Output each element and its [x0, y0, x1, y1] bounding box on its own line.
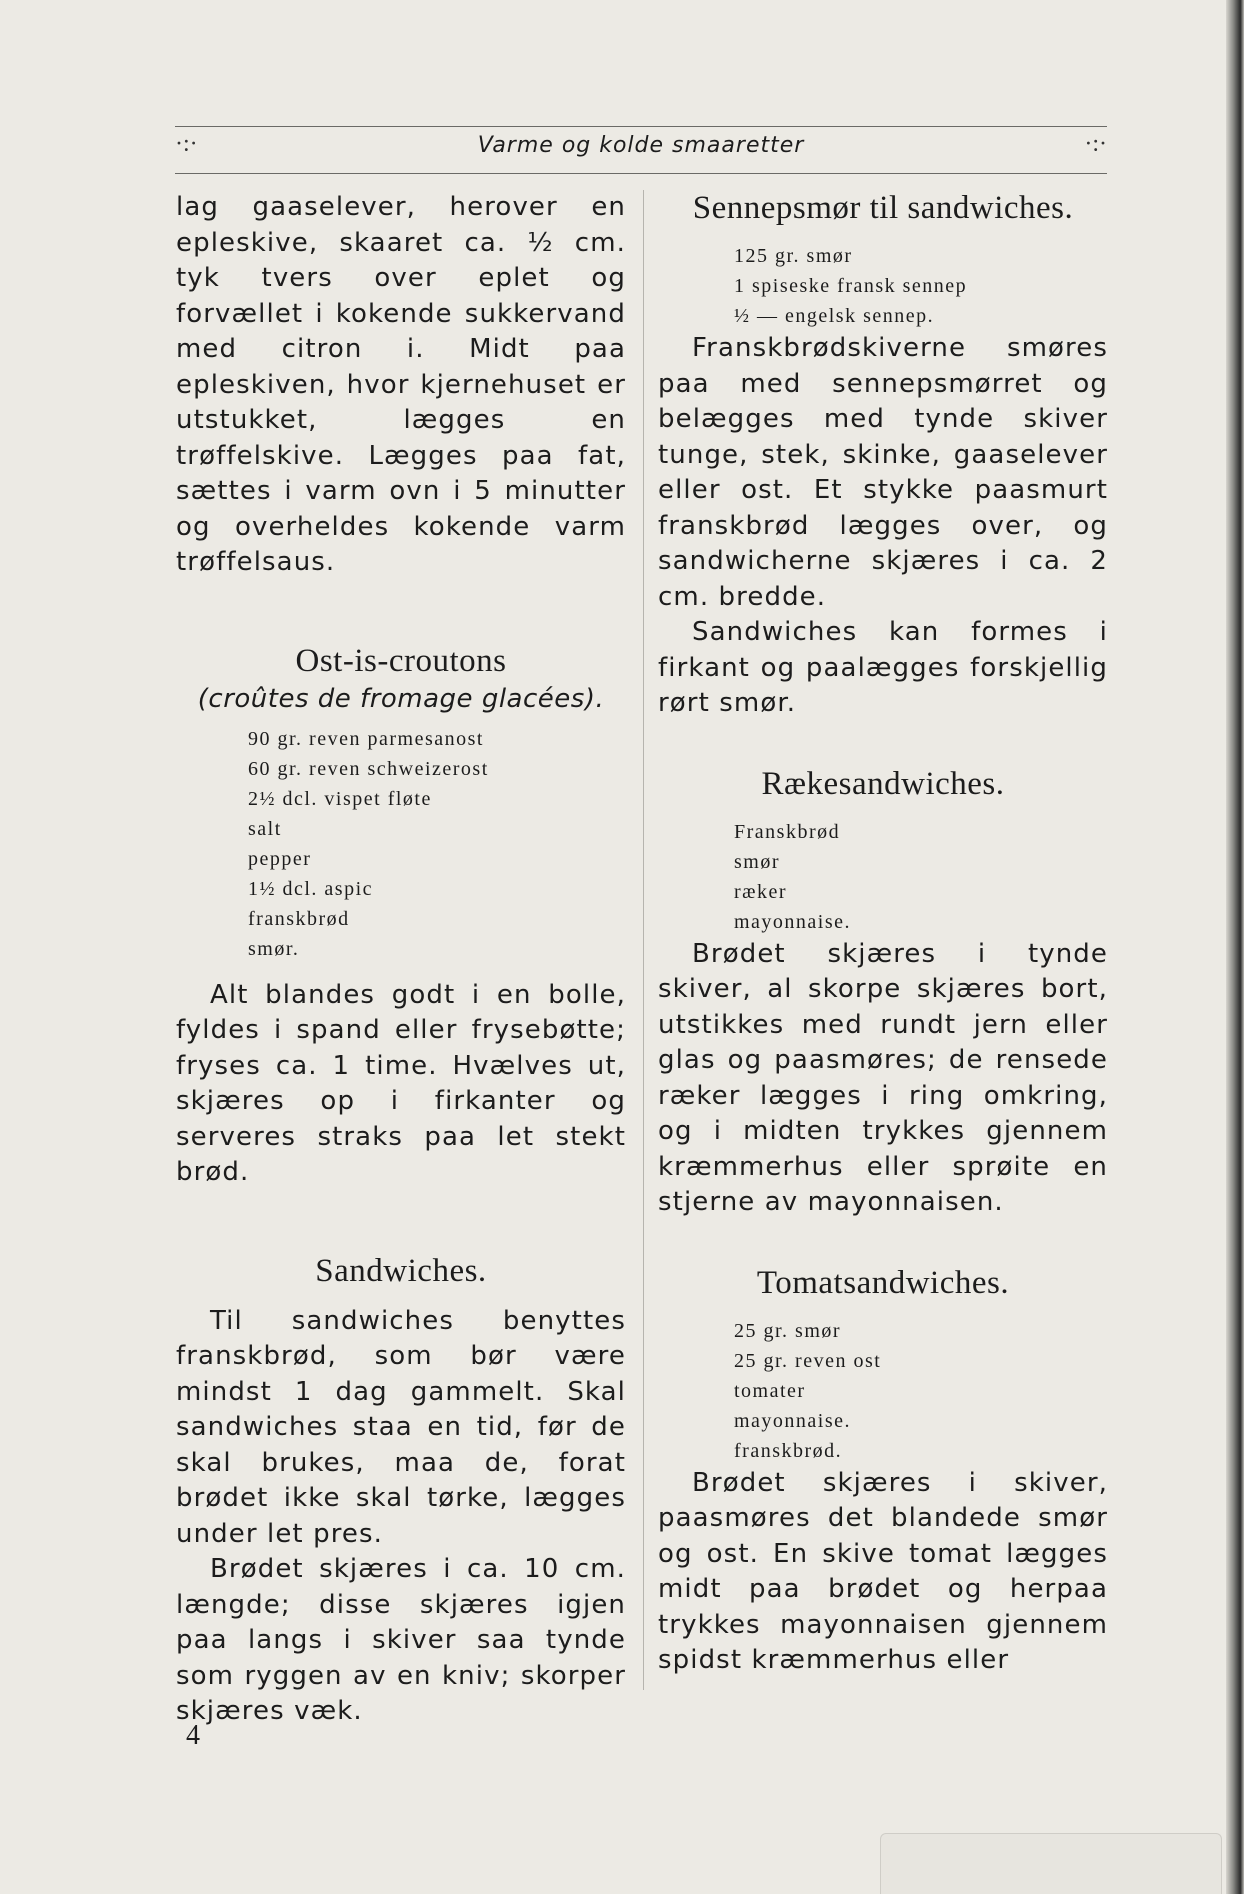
ingredient-item: 25 gr. reven ost — [734, 1349, 882, 1372]
ornament-right: ·:· — [1084, 131, 1107, 157]
recipe-title-ost-is-croutons: Ost-is-croutons — [295, 642, 507, 679]
ingredient-item: mayonnaise. — [734, 910, 852, 933]
ingredient-item: Franskbrød — [734, 820, 841, 843]
intro-paragraph: lag gaaselever, herover en epleskive, skaaret ca. ½ cm. tyk tvers over eplet og forvællet i kokende sukkervand med citron i. Midt paa epleskiven, hvor kjernehuset er utstukket, lægges en trøffelskive. Lægges paa fat, sættes i varm ovn i 5 minutter og overheldes kokende varm trøffelsaus. — [176, 192, 626, 577]
ingredient-item: salt — [248, 817, 282, 840]
column-divider — [643, 190, 644, 1690]
page-number: 4 — [186, 1720, 200, 1751]
page-tab — [880, 1833, 1222, 1894]
rakesandwiches-instructions: Brødet skjæres i tynde skiver, al skorpe skjæres bort, utstikkes med rundt jern eller glas og paasmøres; de rensede ræker lægges i ring omkring, og i midten trykkes gjennem kræmmerhus eller sprøite en stjerne av mayonnaisen. — [658, 938, 1108, 1217]
ingredient-item: franskbrød — [248, 907, 350, 930]
recipe-title-sennepsmor: Sennepsmør til sandwiches. — [692, 190, 1074, 226]
ingredient-item: mayonnaise. — [734, 1409, 852, 1432]
ingredient-item: 1 spiseske fransk sennep — [734, 275, 968, 297]
ingredient-item: 1½ dcl. aspic — [248, 877, 374, 900]
ingredient-item: pepper — [248, 847, 312, 870]
ingredient-item: tomater — [734, 1379, 806, 1402]
ingredient-item: 25 gr. smør — [734, 1319, 842, 1342]
ingredient-item: smør. — [248, 937, 300, 960]
book-spine-edge — [1226, 0, 1244, 1894]
ingredient-item: franskbrød. — [734, 1439, 843, 1462]
ingredient-item: 2½ dcl. vispet fløte — [248, 787, 432, 810]
ingredient-item: ½ — engelsk sennep. — [734, 305, 935, 327]
running-title: Varme og kolde smaaretter — [477, 133, 805, 158]
sandwiches-paragraph-2: Brødet skjæres i ca. 10 cm. længde; disse skjæres igjen paa langs i skiver saa tynde som ryggen av en kniv; skorper skjæres væk. — [176, 1554, 626, 1726]
sandwiches-paragraph-1: Til sandwiches benyttes franskbrød, som bør være mindst 1 dag gammelt. Skal sandwiches staa en tid, før de skal brukes, maa de, forat brødet ikke skal tørke, lægges under let pres. — [176, 1305, 626, 1549]
left-column — [176, 190, 626, 1730]
recipe-title-sandwiches: Sandwiches. — [315, 1252, 487, 1289]
ingredient-item: 125 gr. smør — [734, 245, 853, 267]
ingredient-item: 60 gr. reven schweizerost — [248, 757, 489, 780]
running-header — [175, 126, 1107, 174]
recipe-subtitle: (croûtes de fromage glacées). — [197, 683, 605, 714]
right-column — [658, 190, 1108, 1679]
sennepsmor-paragraph-2: Sandwiches kan formes i firkant og paalægges forskjellig rørt smør. — [658, 617, 1108, 718]
ornament-left: ·:· — [175, 131, 198, 157]
recipe-title-rakesandwiches: Rækesandwiches. — [761, 765, 1005, 802]
ingredient-list-sennepsmor — [658, 241, 1108, 331]
ingredient-item: smør — [734, 850, 780, 873]
ingredient-list-rakesandwiches — [658, 817, 1108, 937]
ingredient-item: ræker — [734, 880, 788, 903]
croutons-instructions: Alt blandes godt i en bolle, fyldes i spand eller frysebøtte; fryses ca. 1 time. Hvælves ut, skjæres op i firkanter og serveres straks paa let stekt brød. — [176, 979, 626, 1187]
ingredient-list-tomatsandwiches — [658, 1316, 1108, 1466]
sennepsmor-paragraph-1: Franskbrødskiverne smøres paa med sennepsmørret og belægges med tynde skiver tunge, stek, skinke, gaaselever eller ost. Et stykke paasmurt franskbrød lægges over, og sandwicherne skjæres i ca. 2 cm. bredde. — [658, 333, 1108, 612]
recipe-title-tomatsandwiches: Tomatsandwiches. — [756, 1264, 1010, 1301]
ingredient-item: 90 gr. reven parmesanost — [248, 727, 484, 750]
tomatsandwiches-instructions: Brødet skjæres i skiver, paasmøres det blandede smør og ost. En skive tomat lægges midt paa brødet og herpaa trykkes mayonnaisen gjennem spidst kræmmerhus eller — [658, 1467, 1108, 1675]
ingredient-list-croutons — [176, 724, 626, 964]
